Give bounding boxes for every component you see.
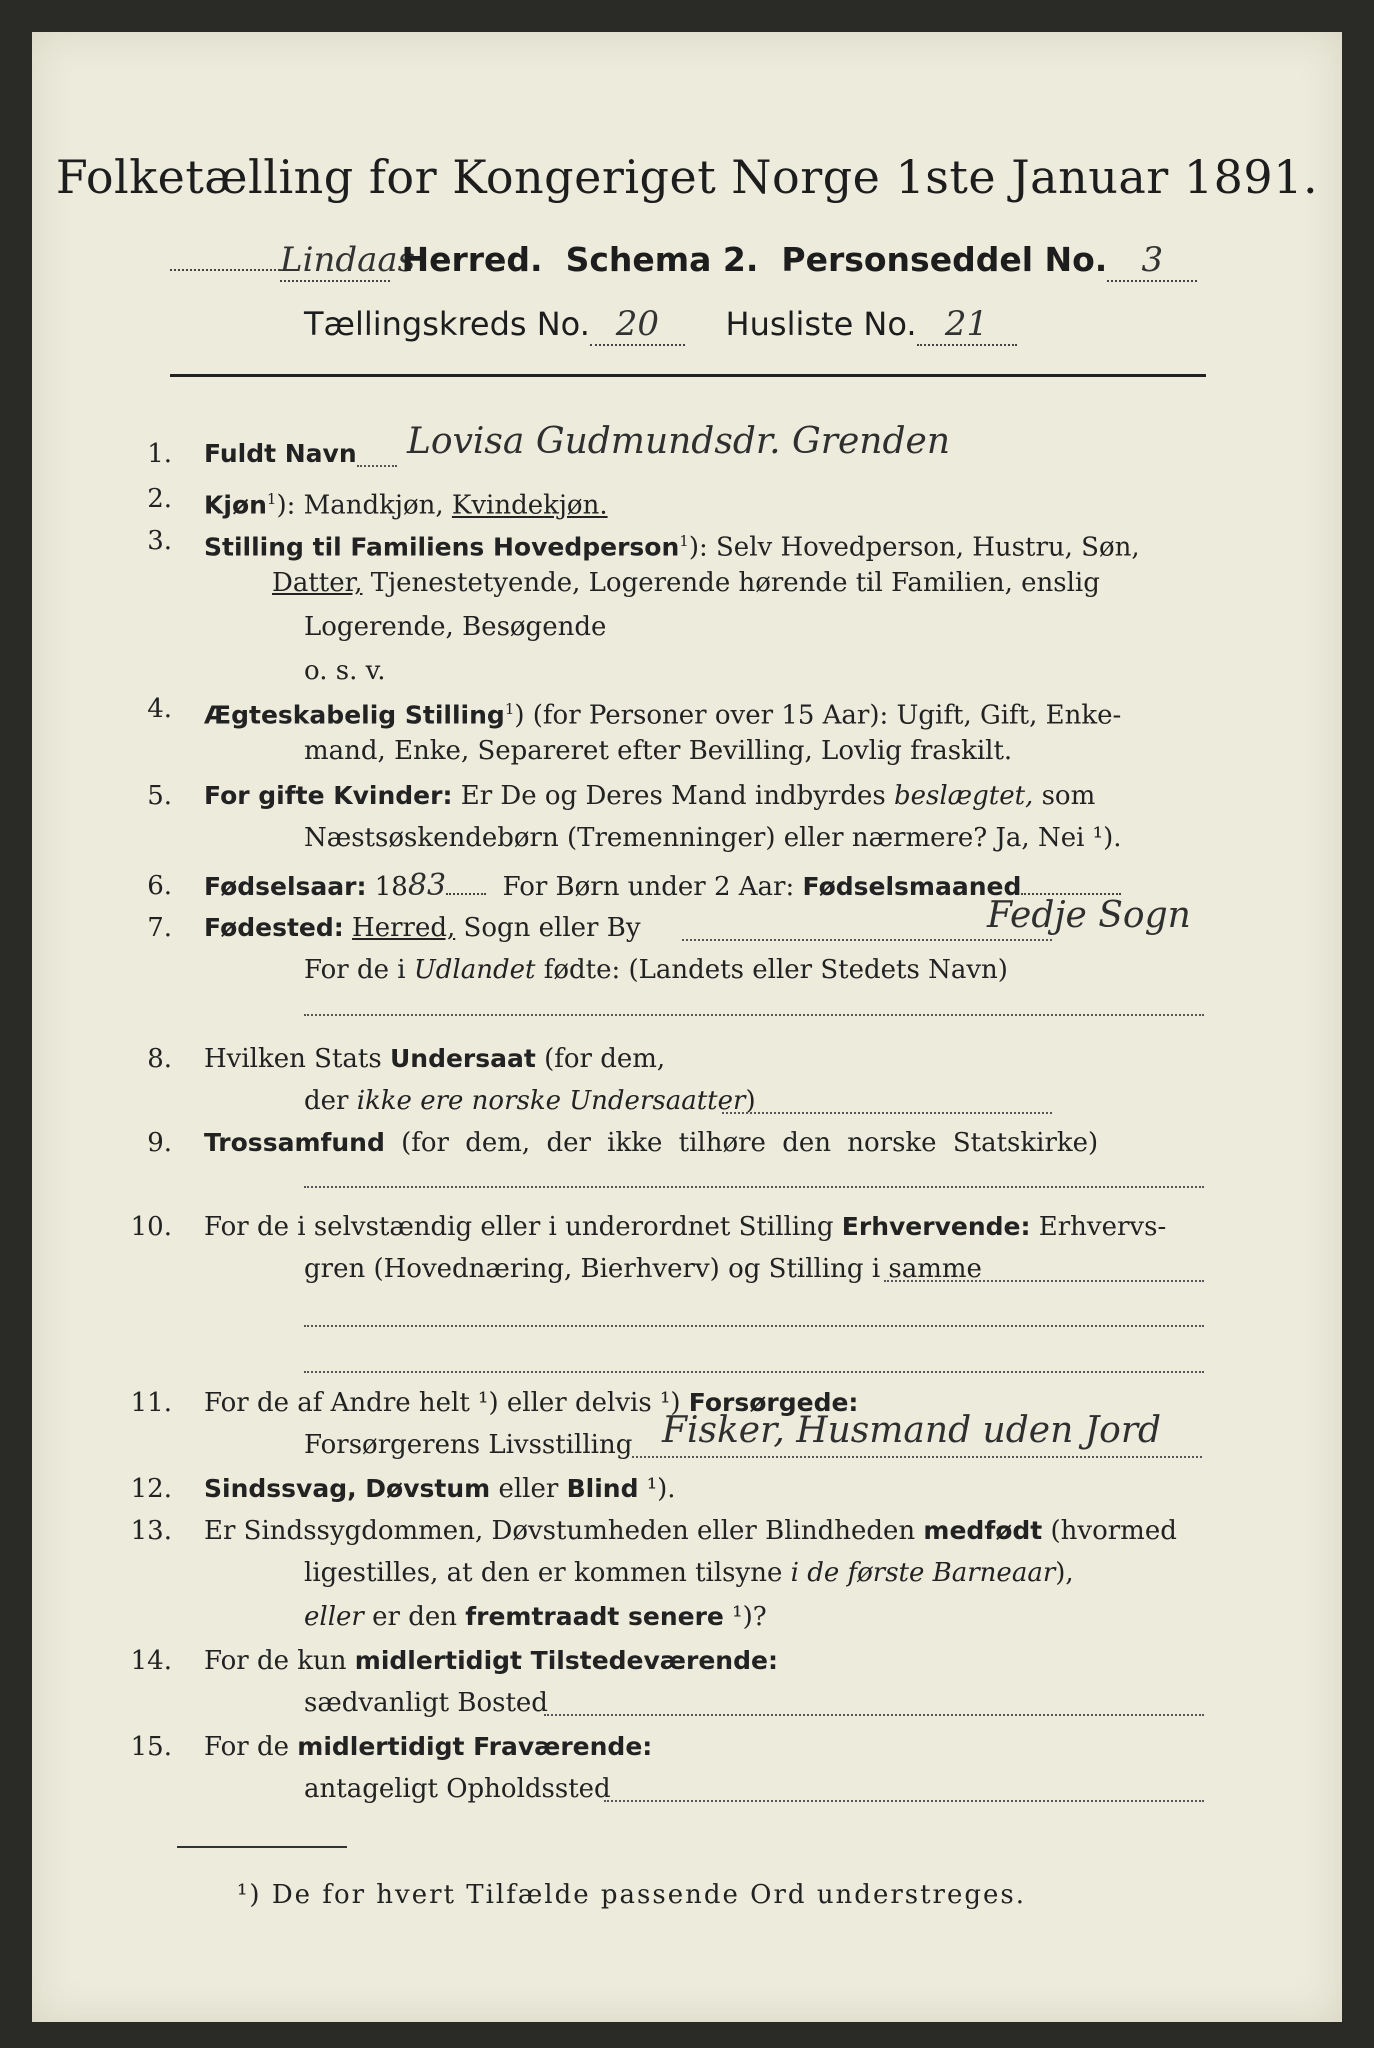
herred-value: Lindaas [280, 240, 416, 280]
supported-label: Forsørgede: [688, 1388, 859, 1417]
birthplace-selected: Herred, [352, 913, 456, 943]
supported-prefix: For de af Andre helt ¹) eller delvis ¹) [204, 1388, 689, 1418]
marital-status-label: Ægteskabelig Stilling [204, 700, 505, 730]
item-number: 15. [130, 1732, 172, 1762]
full-name-label: Fuldt Navn [204, 439, 357, 468]
provider-occupation-label: Forsørgerens Livsstilling [304, 1430, 633, 1460]
religion-label: Trossamfund [204, 1128, 385, 1157]
disability-end: ¹). [638, 1474, 676, 1504]
birth-month-question: For Børn under 2 Aar: [502, 872, 803, 902]
item-number: 2. [147, 484, 172, 514]
sex-label: Kjøn [204, 490, 267, 520]
congenital-prefix: Er Sindssygdommen, Døvstumheden eller Blindheden [204, 1516, 924, 1546]
form-title: Folketælling for Kongeriget Norge 1ste Januar 1891. [55, 150, 1319, 204]
dots [446, 893, 486, 895]
item-number: 14. [130, 1646, 172, 1676]
birthplace-options: Sogn eller By [455, 913, 641, 943]
herred-dots-left [170, 269, 280, 271]
married-women-italic: beslægtet, [893, 781, 1034, 811]
family-position-selected: Datter, [272, 568, 363, 598]
provider-occupation-dots [632, 1456, 1202, 1458]
congenital-line2-end: ), [1055, 1558, 1074, 1588]
married-women-question: Er De og Deres Mand indbyrdes [452, 781, 894, 811]
item-number: 5. [147, 781, 172, 811]
married-women-label: gifte Kvinder: [258, 781, 453, 810]
item-number: 4. [147, 694, 172, 724]
personseddel-value: 3 [1107, 240, 1197, 282]
schema-label: Schema 2. [565, 240, 759, 279]
later-onset-label: fremtraadt senere [465, 1602, 724, 1631]
item-number: 11. [130, 1388, 172, 1418]
occupation-question-2: gren (Hovednæring, Bierhverv) og Stilling i samme [304, 1254, 982, 1284]
item-number: 10. [130, 1212, 172, 1242]
footnote-ref: 1 [266, 490, 277, 508]
footnote: ¹) De for hvert Tilfælde passende Ord understreges. [237, 1880, 1027, 1910]
item-number: 12. [130, 1474, 172, 1504]
birth-year-prefix: 18 [366, 872, 408, 902]
temporary-present-label: midlertidigt Tilstedeværende: [354, 1646, 778, 1675]
citizenship-line2-end: ) [745, 1086, 756, 1116]
foreign-born-question: fødte: (Landets eller Stedets Navn) [535, 955, 1008, 985]
item-number: 8. [147, 1044, 172, 1074]
family-position-options: ): Selv Hovedperson, Hustru, Søn, [688, 532, 1140, 563]
congenital-line3-italic: eller [304, 1602, 364, 1632]
foreign-born-prefix: For de i [304, 955, 414, 985]
temporary-present-prefix: For de kun [204, 1646, 355, 1676]
husliste-label: Husliste No. [725, 305, 917, 343]
family-position-options-3: Logerende, Besøgende [304, 612, 607, 642]
kreds-line [304, 304, 1017, 346]
item-number: 9. [147, 1128, 172, 1158]
disability-mid: eller [490, 1474, 567, 1504]
congenital-line3-end: ¹)? [723, 1602, 767, 1632]
sex-options: ): Mandkjøn, [276, 490, 452, 521]
dots [357, 465, 397, 467]
family-position-options-4: o. s. v. [304, 656, 386, 686]
provider-occupation-value: Fisker, Husmand uden Jord [662, 1410, 1162, 1451]
herred-label: Herred. [401, 240, 543, 279]
header-rule [170, 374, 1206, 377]
item-number: 6. [147, 871, 172, 901]
birthplace-value: Fedje Sogn [987, 895, 1191, 936]
birthplace-label: Fødested: [204, 913, 344, 942]
occupation-label: Erhvervende: [841, 1212, 1031, 1241]
congenital-line2-prefix: ligestilles, at den er kommen tilsyne [304, 1558, 791, 1588]
citizenship-prefix: Hvilken Stats [204, 1044, 390, 1074]
congenital-label: medfødt [923, 1516, 1043, 1545]
family-position-label: Stilling til Familiens Hovedperson [204, 532, 680, 562]
personseddel-label: Personseddel No. [781, 240, 1108, 279]
birth-year-label: Fødselsaar: [204, 872, 367, 901]
married-women-question-end: som [1033, 781, 1096, 811]
citizenship-line2-italic: ikke ere norske Undersaatter [356, 1086, 746, 1116]
item-number: 1. [147, 439, 172, 469]
item-number: 7. [147, 913, 172, 943]
marital-status-options: ) (for Personer over 15 Aar): Ugift, Gift, Enke- [514, 700, 1122, 731]
foreign-born-italic: Udlandet [413, 955, 536, 985]
foreign-born-dots [304, 1014, 1204, 1016]
probable-residence-dots [604, 1800, 1204, 1802]
birth-year-value: 83 [407, 868, 447, 903]
temporary-absent-label: midlertidigt Fraværende: [297, 1732, 653, 1761]
item-number: 3. [147, 526, 172, 556]
citizenship-line2-prefix: der [304, 1086, 357, 1116]
married-women-question-2: Næstsøskendebørn (Tremenninger) eller nærmere? Ja, Nei ¹). [304, 823, 1122, 853]
congenital-question: (hvormed [1042, 1516, 1177, 1546]
herred-line [170, 240, 1197, 282]
married-women-prefix: For [204, 781, 259, 810]
citizenship-dots [722, 1112, 1052, 1114]
temporary-absent-prefix: For de [204, 1732, 298, 1762]
congenital-line2-italic: i de første Barneaar [790, 1558, 1056, 1588]
occupation-prefix: For de i selvstændig eller i underordnet Stilling [204, 1212, 842, 1242]
birth-month-label: Fødselsmaaned [802, 872, 1022, 901]
marital-status-options-2: mand, Enke, Separeret efter Bevilling, Lovlig fraskilt. [304, 736, 1013, 766]
occupation-dots-1 [884, 1280, 1204, 1282]
congenital-line3-prefix: er den [363, 1602, 466, 1632]
husliste-value: 21 [917, 304, 1017, 346]
sex-selected: Kvindekjøn. [451, 490, 608, 521]
usual-residence-label: sædvanligt Bosted [304, 1688, 548, 1718]
full-name-value: Lovisa Gudmundsdr. Grenden [407, 421, 951, 462]
item-number: 13. [130, 1516, 172, 1546]
dots [682, 939, 1052, 941]
probable-residence-label: antageligt Opholdssted [304, 1774, 611, 1804]
occupation-dots-2 [304, 1325, 1204, 1327]
footnote-rule [177, 1846, 347, 1848]
religion-dots [304, 1186, 1204, 1188]
family-position-options-2: Tjenestetyende, Logerende hørende til Familien, enslig [362, 568, 1100, 598]
occupation-dots-3 [304, 1371, 1204, 1373]
usual-residence-dots [544, 1714, 1204, 1716]
kreds-label: Tællingskreds No. [304, 305, 590, 343]
religion-question: (for dem, der ikke tilhøre den norske Statskirke) [384, 1128, 1099, 1158]
occupation-question: Erhvervs- [1030, 1212, 1167, 1242]
disability-label: Sindssvag, Døvstum [204, 1474, 491, 1503]
census-form-sheet: Folketælling for Kongeriget Norge 1ste Januar 1891. Lindaas Herred. Schema 2. Personseddel No. 3 Tællingskreds No. 20 Husliste No. 21 1. Fuldt Navn Lovisa Gudmundsdr. Grenden 2. Kjøn$^1$): Mandkjøn, Kvindekjøn. 3. Stilling til Familiens Hovedperson$^1$): Selv Hovedperson, Hustru, Søn, Datter, Tjenestetyende, Logerende hørende til Familien, enslig Logerende, Besøgende o. s. v. 4. Ægteskabelig Stilling$^1$) (for Personer over 15 Aar): Ugift, Gift, Enke- mand, Enke, Separeret efter Bevilling, Lovlig fraskilt. 5. For gifte Kvinder: Er De og Deres Mand indbyrdes beslægtet, som Næstsøskendebørn (Tremenninger) eller nærmere? Ja, Nei ¹). 6. Fødselsaar: 1883 For Børn under 2 Aar: Fødselsmaaned 7. Fødested: Herred, Sogn eller By Fedje Sogn For de i Udlandet fødte: (Landets eller Stedets Navn) 8. Hvilken Stats Undersaat (for dem, der ikke ere norske Undersaatter) 9. Trossamfund (for dem, der ikke tilhøre den norske Statskirke) 10. For de i selvstændig eller i underordnet Stilling Erhvervende: Erhvervs- gren (Hovednæring, Bierhverv) og Stilling i samme 11. For de af Andre helt ¹) eller delvis ¹) Forsørgede: Forsørgerens Livsstilling Fisker, Husmand uden Jord 12. Sindssvag, Døvstum eller Blind ¹). 13. Er Sindssygdommen, Døvstumheden eller Blindheden medfødt (hvormed ligestilles, at den er kommen tilsyne i de første Barneaar), eller er den fremtraadt senere ¹)? 14. For de kun midlertidigt Tilstedeværende: sædvanligt Bosted 15. For de midlertidigt Fraværende: antageligt Opholdssted ¹) De for hvert Tilfælde passende Ord understreges. [32, 32, 1342, 2022]
citizenship-question: (for dem, [535, 1044, 666, 1074]
kreds-value: 20 [590, 304, 685, 346]
blind-label: Blind [566, 1474, 639, 1503]
citizenship-label: Undersaat [389, 1044, 536, 1073]
